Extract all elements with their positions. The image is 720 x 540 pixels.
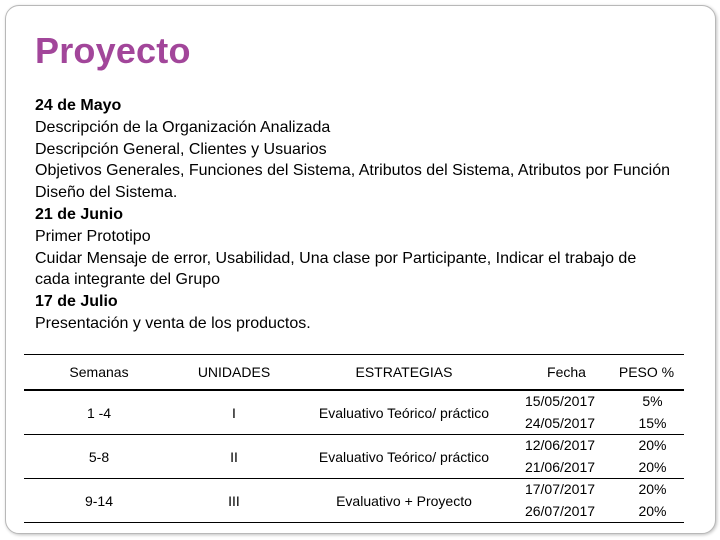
cell-peso-1: 20%: [638, 437, 667, 453]
schedule-table: [24, 354, 684, 523]
cell-pesos: [609, 390, 684, 435]
cell-estrategia: Evaluativo Teórico/ práctico: [294, 390, 514, 435]
table-header-row: [24, 355, 684, 391]
table-row: [24, 390, 684, 435]
cell-estrategia: Evaluativo Teórico/ práctico: [294, 435, 514, 479]
cell-peso-1: 20%: [638, 481, 667, 497]
cell-fechas: [514, 479, 609, 523]
body-line: Objetivos Generales, Funciones del Sistema, Atributos del Sistema, Atributos por Función: [35, 162, 670, 180]
date-heading-2: 21 de Junio: [35, 205, 124, 223]
header-peso: PESO %: [609, 355, 684, 391]
cell-semanas: 9-14: [24, 479, 174, 523]
cell-unidad: I: [174, 390, 294, 435]
cell-fecha-fin: 26/07/2017: [524, 502, 596, 519]
slide-body: [35, 95, 675, 335]
body-line: Primer Prototipo: [35, 227, 151, 245]
table-row: [24, 479, 684, 523]
header-unidades: UNIDADES: [174, 355, 294, 391]
cell-pesos: [609, 479, 684, 523]
table-row: [24, 435, 684, 479]
cell-semanas: 5-8: [24, 435, 174, 479]
body-line: Presentación y venta de los productos.: [35, 314, 311, 332]
slide-title: Proyecto: [35, 30, 191, 71]
cell-estrategia: Evaluativo + Proyecto: [294, 479, 514, 523]
body-line: Descripción de la Organización Analizada: [35, 118, 331, 136]
cell-unidad: III: [174, 479, 294, 523]
cell-peso-2: 15%: [638, 414, 667, 431]
header-estrategias: ESTRATEGIAS: [294, 355, 514, 391]
cell-peso-1: 5%: [642, 393, 663, 409]
cell-peso-2: 20%: [638, 502, 667, 519]
cell-fechas: [514, 435, 609, 479]
cell-fechas: [514, 390, 609, 435]
cell-peso-2: 20%: [638, 458, 667, 475]
cell-pesos: [609, 435, 684, 479]
body-line: Diseño del Sistema.: [35, 184, 178, 202]
header-fecha: [514, 355, 609, 391]
date-heading-3: 17 de Julio: [35, 293, 118, 311]
cell-fecha-inicio: 17/07/2017: [524, 481, 596, 497]
cell-unidad: II: [174, 435, 294, 479]
header-fecha-label: Fecha: [547, 364, 586, 380]
body-line: Cuidar Mensaje de error, Usabilidad, Una clase por Participante, Indicar el trabajo de cada integrante del Grupo: [35, 249, 637, 289]
cell-fecha-fin: 21/06/2017: [524, 458, 596, 475]
cell-fecha-fin: 24/05/2017: [524, 414, 596, 431]
body-line: Descripción General, Clientes y Usuarios: [35, 140, 327, 158]
cell-fecha-inicio: 12/06/2017: [524, 437, 596, 453]
header-semanas: Semanas: [24, 355, 174, 391]
cell-semanas: 1 -4: [24, 390, 174, 435]
cell-fecha-inicio: 15/05/2017: [524, 393, 596, 409]
date-heading-1: 24 de Mayo: [35, 97, 122, 114]
